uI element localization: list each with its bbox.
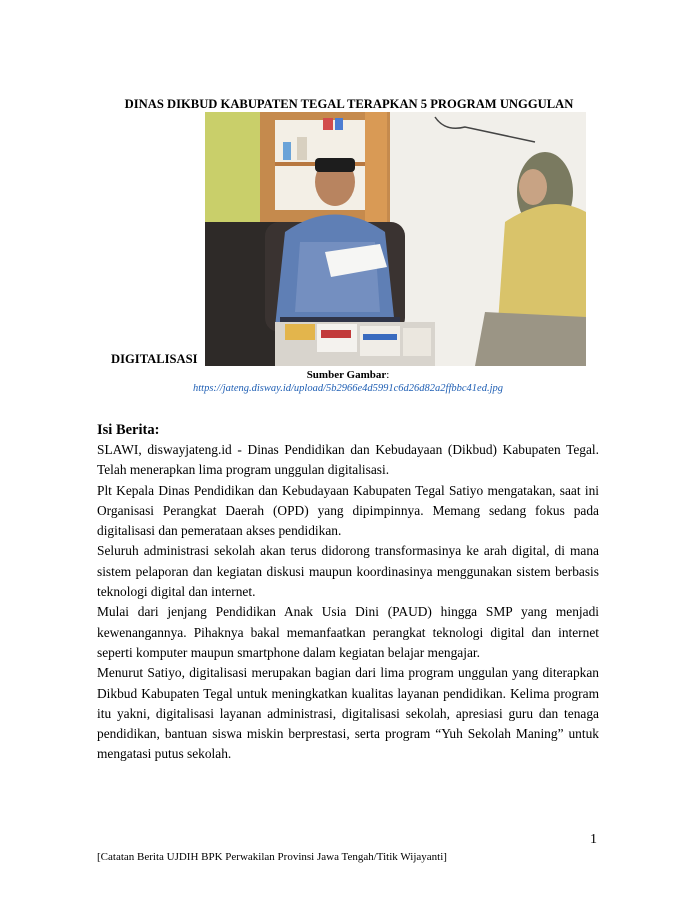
paragraph: Plt Kepala Dinas Pendidikan dan Kebudayaan Kabupaten Tegal Satiyo mengatakan, saat ini Organisasi Perangkat Daerah (OPD) yang dipimpinnya. Memang sedang fokus pada digitalisasi dan pemerataan akses pendidikan.	[97, 482, 599, 539]
footer-note: [Catatan Berita UJDIH BPK Perwakilan Provinsi Jawa Tengah/Titik Wijayanti]	[97, 851, 447, 863]
article-body	[97, 440, 599, 765]
paragraph: Seluruh administrasi sekolah akan terus didorong transformasinya ke arah digital, di mana sistem pelaporan dan kegiatan diskusi maupun koordinasinya menggunakan sistem berbasis teknologi digital dan internet.	[97, 543, 599, 600]
image-source-label	[0, 369, 696, 381]
paragraph: SLAWI, diswayjateng.id - Dinas Pendidikan dan Kebudayaan (Dikbud) Kabupaten Tegal. Telah menerapkan lima program unggulan digitalisasi.	[97, 442, 599, 478]
photo-meeting-icon	[205, 112, 586, 366]
caption-colon: :	[386, 369, 390, 381]
caption-label-text: Sumber Gambar	[306, 369, 387, 381]
image-source-url[interactable]: https://jateng.disway.id/upload/5b2966e4d5991c6d26d82a2ffbbc41ed.jpg	[192, 383, 504, 394]
document-title: DINAS DIKBUD KABUPATEN TEGAL TERAPKAN 5 PROGRAM UNGGULAN	[124, 97, 574, 111]
page-number: 1	[590, 832, 597, 847]
paragraph: Menurut Satiyo, digitalisasi merupakan bagian dari lima program unggulan yang diterapkan Dikbud Kabupaten Tegal untuk meningkatkan kualitas layanan pendidikan. Kelima program itu yakni, digitalisasi layanan administrasi, digitalisasi sekolah, apresiasi guru dan tenaga pendidikan, bantuan siswa miskin berprestasi, serta program “Yuh Sekolah Maning” untuk mengatasi putus sekolah.	[97, 665, 599, 762]
section-heading: Isi Berita:	[97, 422, 160, 438]
paragraph: Mulai dari jenjang Pendidikan Anak Usia Dini (PAUD) hingga SMP yang menjadi kewenangannya. Pihaknya bakal memanfaatkan perangkat teknologi digital dan internet seperti komputer maupun smartphone dalam kegiatan belajar mengajar.	[97, 604, 599, 660]
document-title-continued: DIGITALISASI	[111, 352, 198, 366]
news-photo	[205, 112, 586, 366]
